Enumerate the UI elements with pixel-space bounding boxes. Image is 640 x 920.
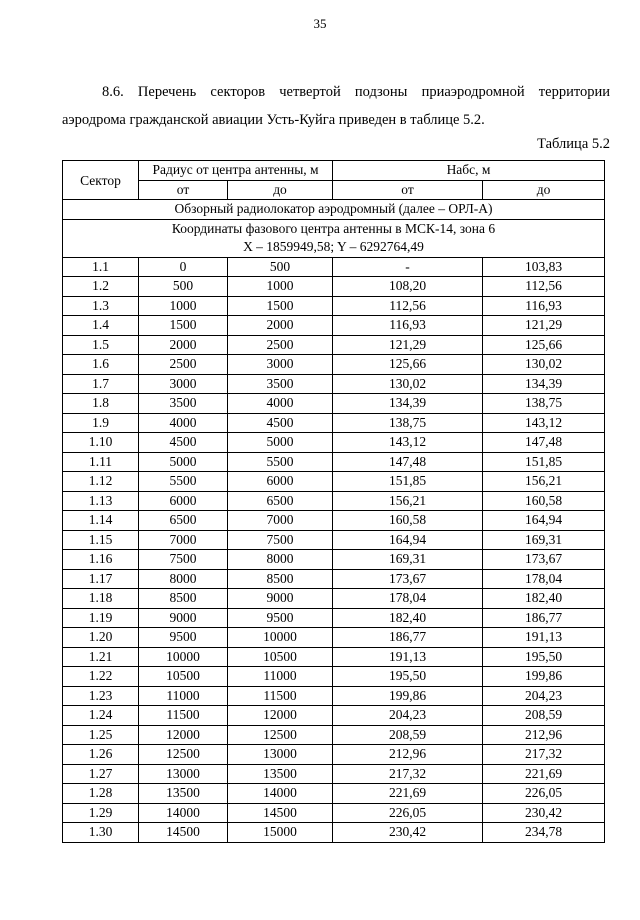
table-row [63, 764, 605, 784]
cell-radius-to: 11500 [228, 686, 333, 706]
cell-habs-to: 204,23 [483, 686, 605, 706]
table-row [63, 745, 605, 765]
intro-paragraph [62, 78, 610, 134]
cell-habs-from: 173,67 [333, 569, 483, 589]
cell-radius-from: 2000 [139, 335, 228, 355]
cell-radius-from: 4500 [139, 433, 228, 453]
cell-habs-from: 112,56 [333, 296, 483, 316]
cell-radius-from: 5000 [139, 452, 228, 472]
cell-radius-to: 1000 [228, 277, 333, 297]
cell-radius-to: 10500 [228, 647, 333, 667]
table-row [63, 686, 605, 706]
cell-sector: 1.8 [63, 394, 139, 414]
coordinates-system: Координаты фазового центра антенны в МСК-14, зона 6 [171, 220, 496, 236]
cell-radius-from: 6500 [139, 511, 228, 531]
cell-sector: 1.10 [63, 433, 139, 453]
cell-habs-from: 226,05 [333, 803, 483, 823]
cell-sector: 1.7 [63, 374, 139, 394]
header-sector: Сектор [63, 161, 139, 200]
table-row [63, 316, 605, 336]
cell-habs-to: 130,02 [483, 355, 605, 375]
table-row [63, 374, 605, 394]
cell-radius-from: 12000 [139, 725, 228, 745]
cell-radius-to: 5500 [228, 452, 333, 472]
cell-sector: 1.12 [63, 472, 139, 492]
cell-radius-to: 12000 [228, 706, 333, 726]
table-row [63, 706, 605, 726]
cell-habs-from: 230,42 [333, 823, 483, 843]
cell-sector: 1.30 [63, 823, 139, 843]
cell-sector: 1.19 [63, 608, 139, 628]
cell-habs-from: 186,77 [333, 628, 483, 648]
cell-habs-from: 164,94 [333, 530, 483, 550]
cell-sector: 1.17 [63, 569, 139, 589]
intro-line-2: аэродрома гражданской авиации Усть-Куйга приведен в таблице 5.2. [62, 112, 485, 128]
cell-sector: 1.3 [63, 296, 139, 316]
cell-habs-to: 195,50 [483, 647, 605, 667]
table-caption: Таблица 5.2 [537, 136, 610, 152]
cell-habs-from: 204,23 [333, 706, 483, 726]
cell-sector: 1.27 [63, 764, 139, 784]
cell-habs-to: 116,93 [483, 296, 605, 316]
cell-radius-from: 1500 [139, 316, 228, 336]
cell-radius-from: 9500 [139, 628, 228, 648]
cell-sector: 1.1 [63, 257, 139, 277]
header-habs-from: от [333, 180, 483, 200]
cell-radius-from: 500 [139, 277, 228, 297]
table-row [63, 335, 605, 355]
cell-habs-from: 125,66 [333, 355, 483, 375]
cell-sector: 1.15 [63, 530, 139, 550]
cell-habs-from: 121,29 [333, 335, 483, 355]
header-radius: Радиус от центра антенны, м [139, 161, 333, 181]
cell-radius-from: 8000 [139, 569, 228, 589]
cell-habs-from: 116,93 [333, 316, 483, 336]
table-row [63, 530, 605, 550]
cell-habs-to: 217,32 [483, 745, 605, 765]
cell-habs-to: 191,13 [483, 628, 605, 648]
table-row [63, 511, 605, 531]
cell-habs-from: 221,69 [333, 784, 483, 804]
antenna-coordinates [63, 219, 605, 257]
cell-radius-from: 12500 [139, 745, 228, 765]
cell-radius-to: 14000 [228, 784, 333, 804]
coordinates-values: X – 1859949,58; Y – 6292764,49 [243, 239, 424, 254]
cell-radius-to: 6500 [228, 491, 333, 511]
cell-radius-from: 8500 [139, 589, 228, 609]
table-row [63, 277, 605, 297]
cell-radius-from: 10500 [139, 667, 228, 687]
cell-radius-from: 1000 [139, 296, 228, 316]
table-row [63, 257, 605, 277]
cell-sector: 1.14 [63, 511, 139, 531]
table-row [63, 355, 605, 375]
cell-sector: 1.25 [63, 725, 139, 745]
cell-radius-to: 2000 [228, 316, 333, 336]
cell-radius-from: 3500 [139, 394, 228, 414]
cell-radius-to: 13500 [228, 764, 333, 784]
cell-habs-to: 230,42 [483, 803, 605, 823]
table-row [63, 550, 605, 570]
cell-radius-from: 0 [139, 257, 228, 277]
table-row [63, 472, 605, 492]
cell-radius-to: 3000 [228, 355, 333, 375]
cell-radius-from: 4000 [139, 413, 228, 433]
cell-radius-from: 9000 [139, 608, 228, 628]
table-row [63, 296, 605, 316]
cell-radius-to: 13000 [228, 745, 333, 765]
cell-radius-from: 10000 [139, 647, 228, 667]
cell-habs-from: 195,50 [333, 667, 483, 687]
cell-radius-from: 6000 [139, 491, 228, 511]
cell-sector: 1.26 [63, 745, 139, 765]
cell-radius-to: 9000 [228, 589, 333, 609]
cell-habs-to: 234,78 [483, 823, 605, 843]
cell-habs-to: 186,77 [483, 608, 605, 628]
cell-habs-from: 212,96 [333, 745, 483, 765]
cell-radius-from: 3000 [139, 374, 228, 394]
cell-habs-from: 130,02 [333, 374, 483, 394]
cell-habs-from: 138,75 [333, 413, 483, 433]
cell-radius-from: 14000 [139, 803, 228, 823]
table-row [63, 569, 605, 589]
cell-habs-to: 112,56 [483, 277, 605, 297]
table-row [63, 823, 605, 843]
table-row [63, 667, 605, 687]
page-number: 35 [313, 16, 327, 31]
cell-radius-to: 12500 [228, 725, 333, 745]
cell-radius-to: 11000 [228, 667, 333, 687]
intro-line-1: 8.6. Перечень секторов четвертой подзоны приаэродромной территории [102, 84, 610, 100]
cell-habs-from: 160,58 [333, 511, 483, 531]
cell-radius-to: 3500 [228, 374, 333, 394]
cell-habs-from: 108,20 [333, 277, 483, 297]
cell-sector: 1.24 [63, 706, 139, 726]
cell-habs-to: 138,75 [483, 394, 605, 414]
cell-habs-to: 173,67 [483, 550, 605, 570]
cell-habs-to: 182,40 [483, 589, 605, 609]
header-habs-to: до [483, 180, 605, 200]
table-row [63, 725, 605, 745]
cell-sector: 1.5 [63, 335, 139, 355]
cell-radius-to: 7000 [228, 511, 333, 531]
cell-radius-from: 13000 [139, 764, 228, 784]
cell-radius-from: 7500 [139, 550, 228, 570]
cell-habs-from: 147,48 [333, 452, 483, 472]
cell-radius-from: 13500 [139, 784, 228, 804]
cell-radius-to: 10000 [228, 628, 333, 648]
cell-sector: 1.2 [63, 277, 139, 297]
cell-habs-to: 121,29 [483, 316, 605, 336]
cell-sector: 1.6 [63, 355, 139, 375]
cell-sector: 1.28 [63, 784, 139, 804]
table-row [63, 491, 605, 511]
sectors-table [62, 160, 605, 843]
cell-habs-to: 226,05 [483, 784, 605, 804]
cell-radius-to: 6000 [228, 472, 333, 492]
cell-sector: 1.22 [63, 667, 139, 687]
cell-habs-from: 182,40 [333, 608, 483, 628]
cell-habs-to: 208,59 [483, 706, 605, 726]
cell-radius-from: 5500 [139, 472, 228, 492]
cell-sector: 1.18 [63, 589, 139, 609]
cell-radius-from: 7000 [139, 530, 228, 550]
cell-habs-to: 134,39 [483, 374, 605, 394]
cell-radius-from: 2500 [139, 355, 228, 375]
cell-sector: 1.4 [63, 316, 139, 336]
cell-radius-from: 14500 [139, 823, 228, 843]
cell-habs-from: 143,12 [333, 433, 483, 453]
cell-habs-from: 178,04 [333, 589, 483, 609]
cell-habs-to: 143,12 [483, 413, 605, 433]
cell-habs-to: 178,04 [483, 569, 605, 589]
cell-radius-to: 7500 [228, 530, 333, 550]
cell-radius-to: 1500 [228, 296, 333, 316]
cell-sector: 1.23 [63, 686, 139, 706]
table-row [63, 413, 605, 433]
cell-habs-from: 208,59 [333, 725, 483, 745]
cell-habs-from: 199,86 [333, 686, 483, 706]
cell-radius-to: 9500 [228, 608, 333, 628]
cell-habs-to: 164,94 [483, 511, 605, 531]
table-row [63, 433, 605, 453]
cell-radius-to: 2500 [228, 335, 333, 355]
cell-radius-to: 8000 [228, 550, 333, 570]
table-row [63, 628, 605, 648]
cell-habs-to: 160,58 [483, 491, 605, 511]
cell-habs-to: 212,96 [483, 725, 605, 745]
cell-habs-from: 217,32 [333, 764, 483, 784]
cell-habs-from: 191,13 [333, 647, 483, 667]
header-radius-from: от [139, 180, 228, 200]
cell-radius-to: 15000 [228, 823, 333, 843]
cell-habs-to: 221,69 [483, 764, 605, 784]
section-title: Обзорный радиолокатор аэродромный (далее – ОРЛ-А) [63, 200, 605, 220]
cell-habs-to: 156,21 [483, 472, 605, 492]
cell-sector: 1.21 [63, 647, 139, 667]
cell-habs-from: 156,21 [333, 491, 483, 511]
table-row [63, 803, 605, 823]
cell-habs-to: 125,66 [483, 335, 605, 355]
cell-sector: 1.13 [63, 491, 139, 511]
cell-sector: 1.16 [63, 550, 139, 570]
cell-habs-to: 169,31 [483, 530, 605, 550]
cell-radius-from: 11000 [139, 686, 228, 706]
cell-radius-to: 5000 [228, 433, 333, 453]
table-row [63, 589, 605, 609]
cell-habs-from: 151,85 [333, 472, 483, 492]
cell-radius-from: 11500 [139, 706, 228, 726]
cell-radius-to: 14500 [228, 803, 333, 823]
header-habs: Набс, м [333, 161, 605, 181]
header-radius-to: до [228, 180, 333, 200]
cell-sector: 1.11 [63, 452, 139, 472]
cell-radius-to: 4500 [228, 413, 333, 433]
cell-radius-to: 4000 [228, 394, 333, 414]
cell-habs-to: 103,83 [483, 257, 605, 277]
cell-habs-to: 199,86 [483, 667, 605, 687]
cell-habs-from: 134,39 [333, 394, 483, 414]
cell-radius-to: 8500 [228, 569, 333, 589]
cell-habs-to: 147,48 [483, 433, 605, 453]
table-row [63, 452, 605, 472]
table-row [63, 608, 605, 628]
cell-radius-to: 500 [228, 257, 333, 277]
cell-habs-to: 151,85 [483, 452, 605, 472]
table-row [63, 784, 605, 804]
cell-sector: 1.20 [63, 628, 139, 648]
cell-habs-from: 169,31 [333, 550, 483, 570]
cell-sector: 1.9 [63, 413, 139, 433]
table-row [63, 394, 605, 414]
cell-habs-from: - [333, 257, 483, 277]
cell-sector: 1.29 [63, 803, 139, 823]
table-row [63, 647, 605, 667]
